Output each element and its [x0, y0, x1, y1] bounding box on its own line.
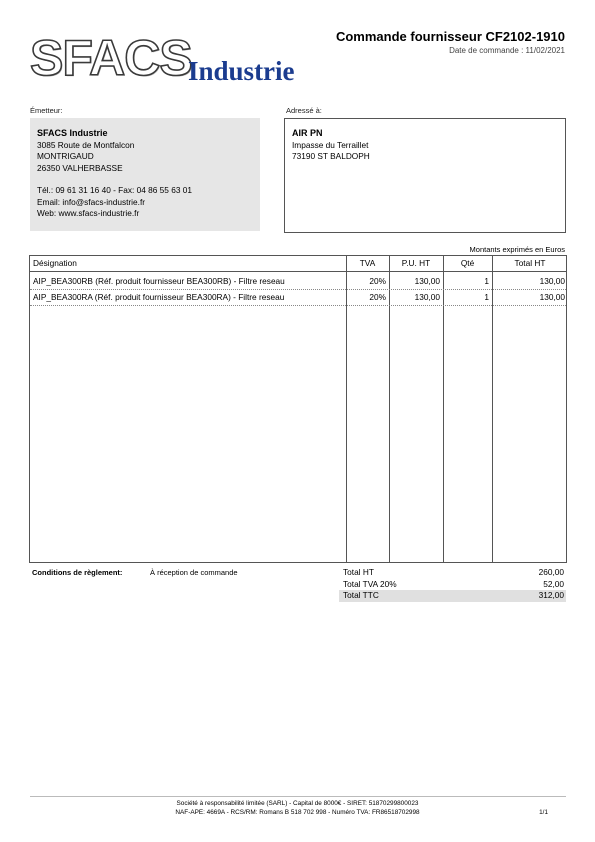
page-number: 1/1 [539, 809, 548, 816]
issuer-phone: Tél.: 09 61 31 16 40 - Fax: 04 86 55 63 01 [37, 185, 192, 195]
row-designation: AIP_BEA300RA (Réf. produit fournisseur BEA300RA) - Filtre reseau [33, 292, 285, 302]
issuer-address: 3085 Route de Montfalcon [37, 139, 135, 150]
document-title: Commande fournisseur CF2102-1910 [335, 29, 565, 44]
payment-conditions-value: À réception de commande [150, 568, 238, 577]
row-tva: 20% [369, 292, 386, 302]
row-unit-price: 130,00 [414, 292, 440, 302]
issuer-web: Web: www.sfacs-industrie.fr [37, 208, 140, 218]
total-ttc-row [339, 590, 566, 602]
row-quantity: 1 [484, 276, 489, 286]
totals-block [339, 567, 566, 602]
issuer-box [30, 118, 260, 231]
total-ttc-label: Total TTC [343, 590, 379, 600]
logo-main-text: SFACS [30, 30, 192, 86]
items-table [29, 255, 567, 563]
total-tva-label: Total TVA 20% [343, 578, 397, 589]
total-ht-value: 260,00 [538, 567, 564, 577]
issuer-city: MONTRIGAUD [37, 151, 94, 161]
header-unit-price: P.U. HT [401, 258, 431, 268]
logo-sub-text: Industrie [188, 56, 295, 86]
table-row [30, 290, 566, 306]
header-designation: Désignation [33, 258, 77, 268]
total-tva-row [339, 579, 566, 591]
company-logo [30, 30, 315, 86]
recipient-label: Adressé à: [286, 106, 322, 115]
issuer-email: Email: info@sfacs-industrie.fr [37, 196, 146, 207]
header-total-ht: Total HT [514, 258, 546, 268]
row-total-ht: 130,00 [539, 276, 565, 286]
row-quantity: 1 [484, 292, 489, 302]
header-quantity: Qté [460, 258, 475, 268]
table-header [30, 256, 566, 272]
payment-conditions-label: Conditions de règlement: [32, 568, 123, 577]
total-tva-value: 52,00 [543, 578, 564, 589]
recipient-name: AIR PN [292, 128, 323, 138]
row-designation: AIP_BEA300RB (Réf. produit fournisseur BEA300RB) - Filtre reseau [33, 276, 285, 286]
issuer-label: Émetteur: [30, 106, 63, 115]
total-ht-row [339, 567, 566, 579]
footer-divider [30, 796, 566, 797]
header-tva: TVA [359, 258, 376, 268]
recipient-postal: 73190 ST BALDOPH [292, 151, 370, 161]
total-ttc-value: 312,00 [538, 590, 564, 600]
row-unit-price: 130,00 [414, 276, 440, 286]
order-date: Date de commande : 11/02/2021 [449, 46, 565, 55]
recipient-address: Impasse du Terraillet [292, 139, 369, 150]
currency-note: Montants exprimés en Euros [469, 245, 565, 254]
table-row [30, 274, 566, 290]
recipient-box [284, 118, 566, 233]
footer-legal-line-2: NAF-APE: 4669A - RCS/RM: Romans B 518 702 998 - Numéro TVA: FR86518702998 [175, 809, 420, 816]
issuer-name: SFACS Industrie [37, 128, 108, 138]
row-tva: 20% [369, 276, 386, 286]
issuer-postal: 26350 VALHERBASSE [37, 162, 123, 173]
total-ht-label: Total HT [343, 567, 374, 577]
row-total-ht: 130,00 [539, 292, 565, 302]
footer-legal-line-1: Société à responsabilité limitée (SARL) - Capital de 8000€ - SIRET: 51870299800023 [176, 800, 419, 807]
